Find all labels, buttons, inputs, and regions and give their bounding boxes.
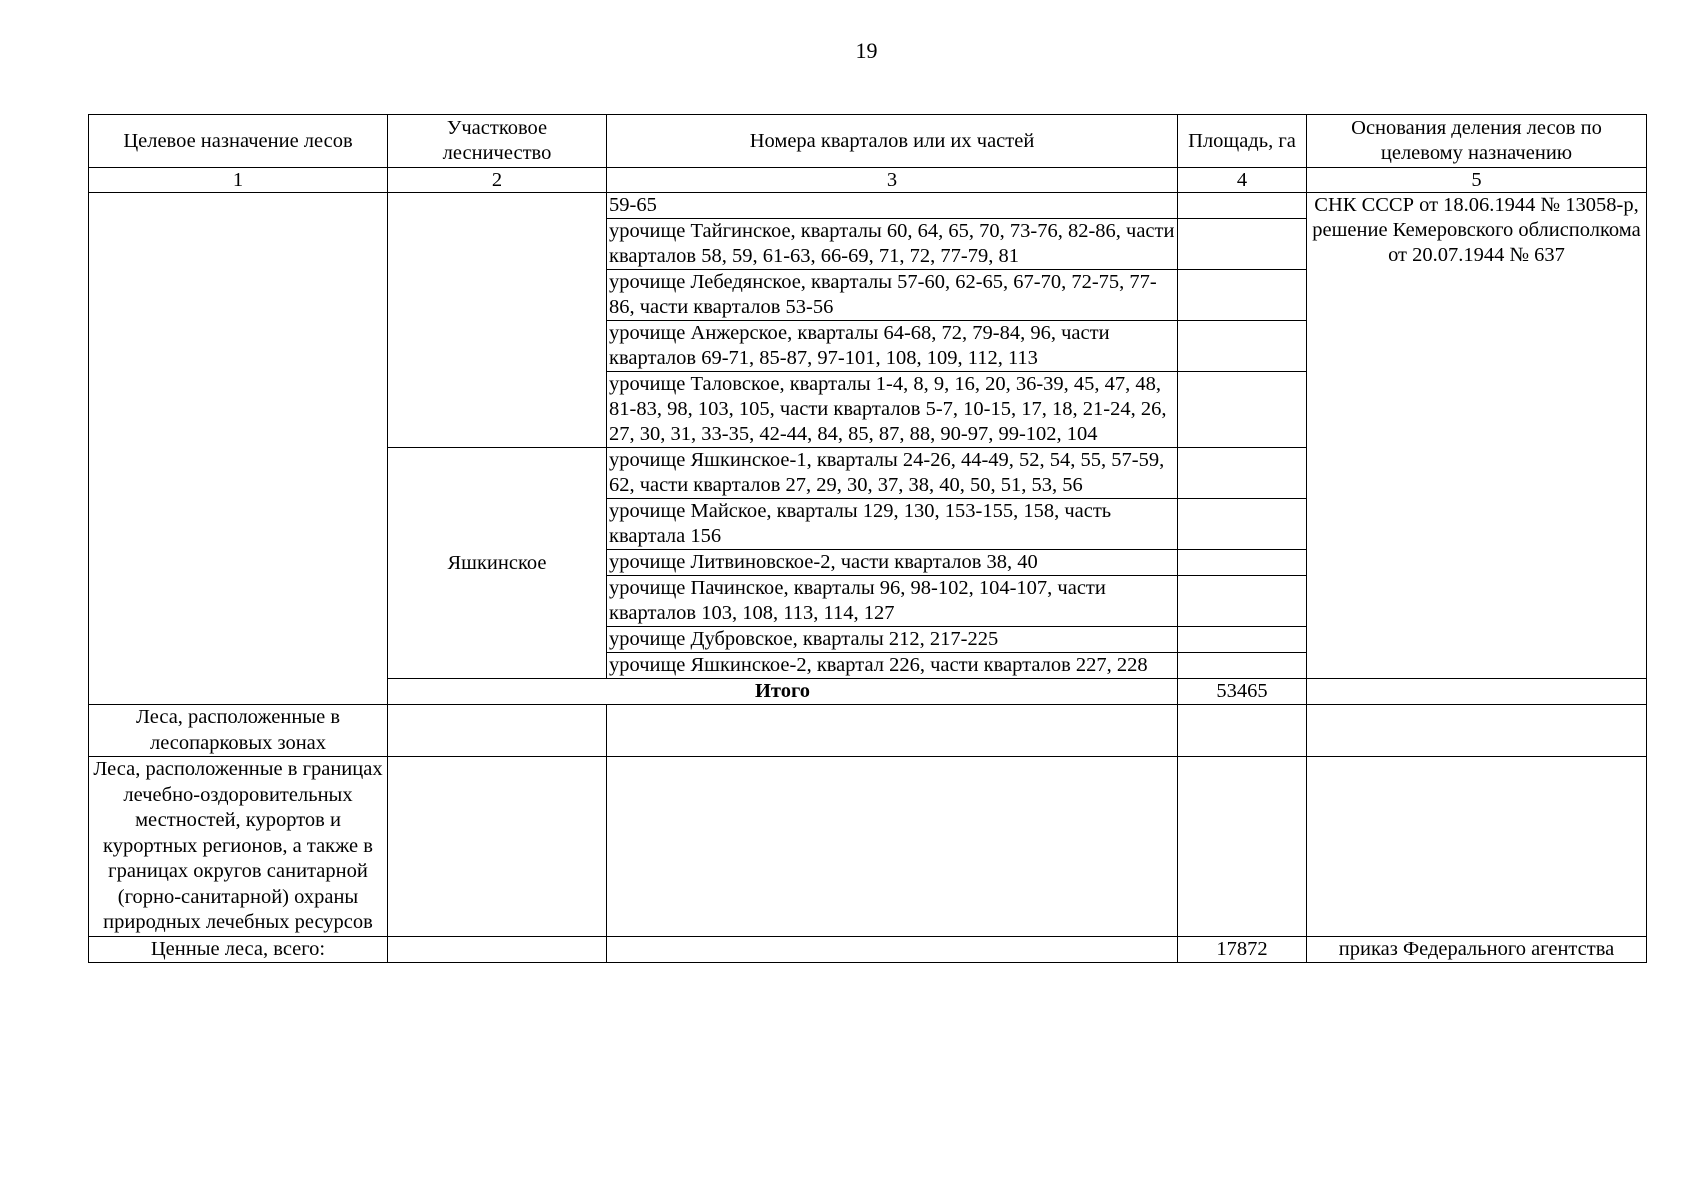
quarters-cell	[607, 757, 1178, 937]
area-cell	[1178, 550, 1307, 576]
quarters-cell: урочище Анжерское, кварталы 64-68, 72, 79-84, 96, части кварталов 69-71, 85-87, 97-101, 108, 109, 112, 113	[607, 321, 1178, 372]
table-row	[89, 193, 1647, 219]
purpose-cell: Ценные леса, всего:	[89, 936, 388, 962]
forestry-cell: Яшкинское	[388, 448, 607, 679]
area-cell	[1178, 757, 1307, 937]
page-number: 19	[855, 38, 878, 63]
forestry-cell	[388, 193, 607, 448]
quarters-cell: урочище Яшкинское-2, квартал 226, части кварталов 227, 228	[607, 653, 1178, 679]
quarters-cell	[607, 936, 1178, 962]
header-quarters: Номера кварталов или их частей	[607, 115, 1178, 168]
header-purpose: Целевое назначение лесов	[89, 115, 388, 168]
area-cell	[1178, 627, 1307, 653]
basis-cell	[1307, 757, 1647, 937]
area-cell	[1178, 219, 1307, 270]
column-number: 5	[1307, 168, 1647, 193]
area-cell	[1178, 372, 1307, 448]
table-row	[89, 757, 1647, 937]
table-header-row	[89, 115, 1647, 168]
area-cell	[1178, 193, 1307, 219]
quarters-cell: урочище Майское, кварталы 129, 130, 153-155, 158, часть квартала 156	[607, 499, 1178, 550]
basis-cell	[1307, 705, 1647, 757]
area-cell	[1178, 705, 1307, 757]
forestry-cell	[388, 705, 607, 757]
forestry-cell	[388, 936, 607, 962]
header-basis: Основания деления лесов по целевому назначению	[1307, 115, 1647, 168]
quarters-cell: урочище Дубровское, кварталы 212, 217-225	[607, 627, 1178, 653]
column-number: 2	[388, 168, 607, 193]
quarters-cell: урочище Таловское, кварталы 1-4, 8, 9, 16, 20, 36-39, 45, 47, 48, 81-83, 98, 103, 105, части кварталов 5-7, 10-15, 17, 18, 21-24, 26, 27, 30, 31, 33-35, 42-44, 84, 85, 87, 88, 90-97, 99-102, 104	[607, 372, 1178, 448]
purpose-cell: Леса, расположенные в лесопарковых зонах	[89, 705, 388, 757]
total-area: 53465	[1178, 679, 1307, 705]
total-label: Итого	[388, 679, 1178, 705]
basis-cell: СНК СССР от 18.06.1944 № 13058-р, решение Кемеровского облисполкома от 20.07.1944 № 637	[1307, 193, 1647, 679]
table-row	[89, 705, 1647, 757]
forest-purpose-table	[88, 114, 1647, 963]
quarters-cell: урочище Лебедянское, кварталы 57-60, 62-65, 67-70, 72-75, 77-86, части кварталов 53-56	[607, 270, 1178, 321]
column-numbers-row	[89, 168, 1647, 193]
area-cell	[1178, 321, 1307, 372]
table-row	[89, 936, 1647, 962]
quarters-cell: урочище Пачинское, кварталы 96, 98-102, 104-107, части кварталов 103, 108, 113, 114, 127	[607, 576, 1178, 627]
quarters-cell: урочище Тайгинское, кварталы 60, 64, 65, 70, 73-76, 82-86, части кварталов 58, 59, 61-63, 66-69, 71, 72, 77-79, 81	[607, 219, 1178, 270]
header-area: Площадь, га	[1178, 115, 1307, 168]
basis-cell: приказ Федерального агентства	[1307, 936, 1647, 962]
column-number: 4	[1178, 168, 1307, 193]
area-cell	[1178, 653, 1307, 679]
basis-cell	[1307, 679, 1647, 705]
area-cell: 17872	[1178, 936, 1307, 962]
quarters-cell: урочище Яшкинское-1, кварталы 24-26, 44-49, 52, 54, 55, 57-59, 62, части кварталов 27, 29, 30, 37, 38, 40, 50, 51, 53, 56	[607, 448, 1178, 499]
forestry-cell	[388, 757, 607, 937]
quarters-cell: 59-65	[607, 193, 1178, 219]
quarters-cell	[607, 705, 1178, 757]
column-number: 3	[607, 168, 1178, 193]
area-cell	[1178, 448, 1307, 499]
quarters-cell: урочище Литвиновское-2, части кварталов 38, 40	[607, 550, 1178, 576]
header-forestry: Участковое лесничество	[388, 115, 607, 168]
column-number: 1	[89, 168, 388, 193]
purpose-cell	[89, 193, 388, 705]
area-cell	[1178, 270, 1307, 321]
area-cell	[1178, 499, 1307, 550]
purpose-cell: Леса, расположенные в границах лечебно-оздоровительных местностей, курортов и курортных регионов, а также в границах округов санитарной (горно-санитарной) охраны природных лечебных ресурсов	[89, 757, 388, 937]
area-cell	[1178, 576, 1307, 627]
